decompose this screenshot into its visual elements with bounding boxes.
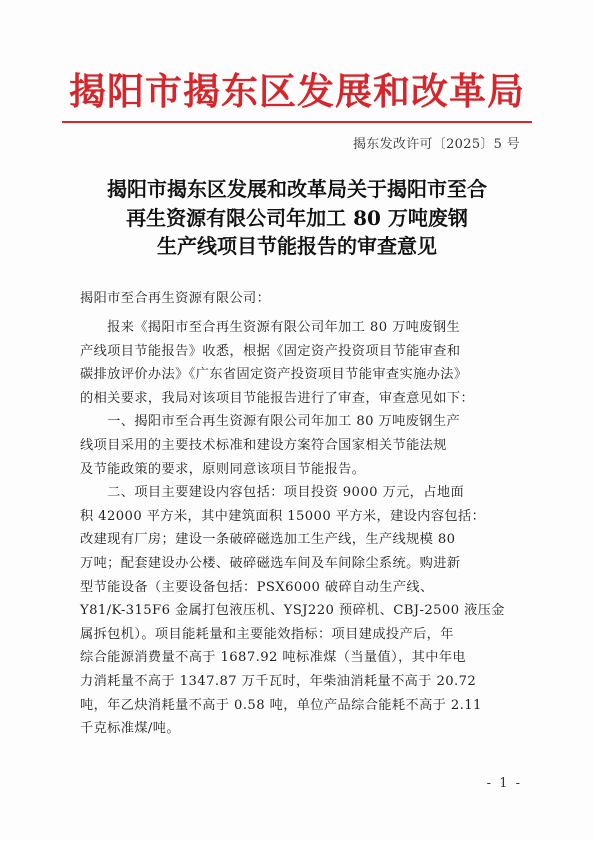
body-line: 二、项目主要建设内容包括：项目投资 9000 万元，占地面 [80, 485, 465, 501]
body-line: 碳排放评价办法》《广东省固定资产投资项目节能审查实施办法》 [80, 367, 468, 383]
addressee: 揭阳市至合再生资源有限公司： [80, 291, 271, 306]
body-line: 力消耗量不高于 1347.87 万千瓦时，年柴油消耗量不高于 20.72 [80, 673, 477, 689]
body-line: 万吨；配套建设办公楼、破碎磁选车间及车间除尘系统。购进新 [80, 555, 461, 571]
body-line: 型节能设备（主要设备包括：PSX6000 破碎自动生产线、 [80, 579, 434, 595]
document-title [70, 175, 524, 261]
body-line: 属拆包机）。项目能耗量和主要能效指标：项目建成投产后，年 [80, 626, 454, 642]
body-line: 及节能政策的要求，原则同意该项目节能报告。 [80, 461, 366, 477]
body-line: 吨，年乙炔消耗量不高于 0.58 吨，单位产品综合能耗不高于 2.11 [80, 697, 482, 713]
body-line: 改建现有厂房；建设一条破碎磁选加工生产线，生产线规模 80 [80, 532, 456, 548]
body-line: 线项目采用的主要技术标准和建设方案符合国家相关节能法规 [80, 437, 447, 453]
body-line: 一、揭阳市至合再生资源有限公司年加工 80 万吨废钢生产 [80, 414, 461, 430]
red-divider-line [62, 121, 532, 123]
title-line: 再生资源有限公司年加工 80 万吨废钢 [126, 205, 468, 230]
body-text [80, 316, 525, 741]
title-line: 揭阳市揭东区发展和改革局关于揭阳市至合 [107, 177, 487, 201]
body-line: 报来《揭阳市至合再生资源有限公司年加工 80 万吨废钢生 [80, 320, 461, 335]
body-line: 积 42000 平方米，其中建筑面积 15000 平方米，建设内容包括： [80, 508, 486, 524]
document-number: 揭东发改许可〔2025〕5 号 [353, 137, 520, 152]
title-line: 生产线项目节能报告的审查意见 [157, 234, 437, 258]
body-line: 产线项目节能报告》收悉，根据《固定资产投资项目节能审查和 [80, 343, 461, 359]
body-line: 综合能源消费量不高于 1687.92 吨标准煤（当量值），其中年电 [80, 650, 467, 666]
page-number: - 1 - [486, 776, 522, 791]
body-line: 的相关要求，我局对该项目节能报告进行了审查，审查意见如下： [80, 390, 475, 406]
body-line: 千克标准煤/吨。 [80, 721, 180, 737]
body-line: Y81/K-315F6 金属打包液压机、YSJ220 预碎机、CBJ-2500 液压金 [80, 603, 505, 619]
agency-header: 揭阳市揭东区发展和改革局 [69, 69, 525, 113]
